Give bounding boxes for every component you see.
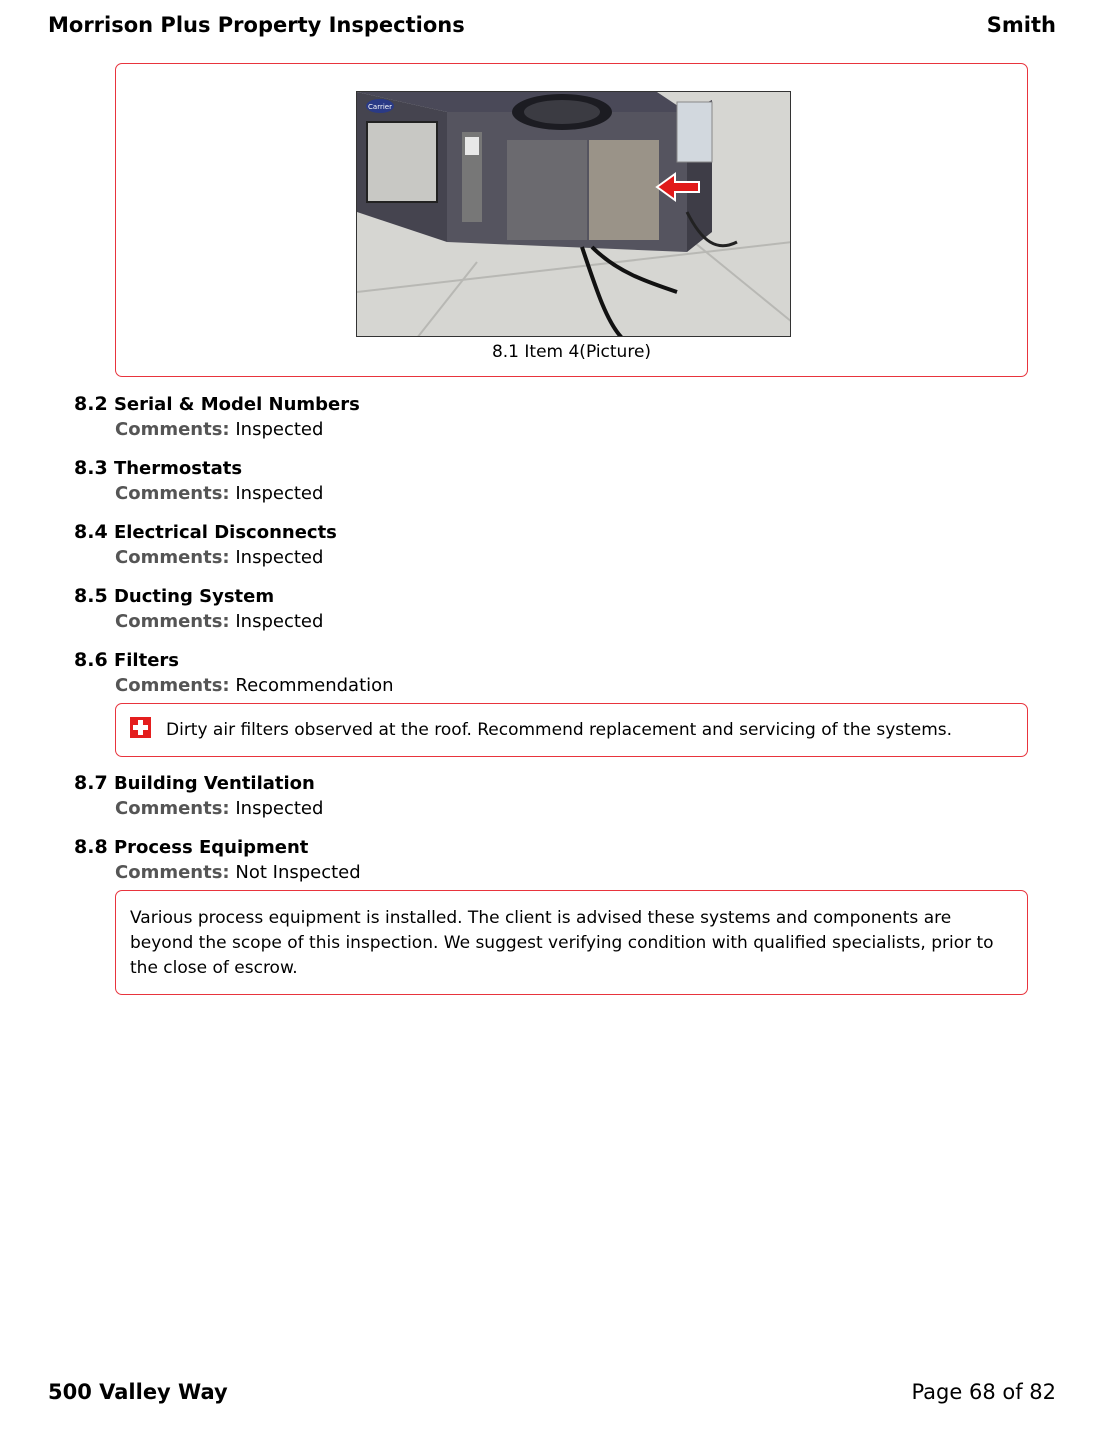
item-number: 8.7 [74,772,108,794]
page-number: Page 68 of 82 [911,1380,1056,1404]
item-title: Building Ventilation [113,773,315,794]
process-equipment-note: Various process equipment is installed. The client is advised these systems and components are beyond the scope of this inspection. We suggest verifying condition with qualified specialists, prior to the close of escrow. [115,890,1028,995]
item-filters [74,649,394,698]
hvac-unit-illustration [357,92,791,337]
photo-caption: 8.1 Item 4(Picture) [491,342,652,362]
comments-label: Comments: [115,483,230,504]
comments-label: Comments: [115,419,230,440]
comment-value: Inspected [235,419,324,440]
comments-label: Comments: [115,547,230,568]
item-number: 8.3 [74,457,108,479]
comments-label: Comments: [115,862,230,883]
property-address: 500 Valley Way [48,1380,228,1404]
item-title: Process Equipment [113,837,309,858]
item-number: 8.2 [74,393,108,415]
item-title: Ducting System [113,586,275,607]
comments-label: Comments: [115,798,230,819]
item-thermostats [74,457,323,506]
report-company-name: Morrison Plus Property Inspections [48,13,465,37]
item-number: 8.6 [74,649,108,671]
item-building-ventilation [74,772,323,821]
item-number: 8.5 [74,585,108,607]
item-process-equipment [74,836,361,885]
report-client-name: Smith [986,13,1056,37]
photo-container [115,63,1028,377]
item-title: Thermostats [113,458,243,479]
comment-value: Inspected [235,547,324,568]
recommendation-box [115,703,1028,757]
svg-text:Carrier: Carrier [368,103,392,111]
comment-value: Inspected [235,611,324,632]
item-number: 8.4 [74,521,108,543]
comments-label: Comments: [115,675,230,696]
red-cross-icon [130,717,151,738]
item-title: Serial & Model Numbers [113,394,360,415]
comments-label: Comments: [115,611,230,632]
comment-value: Inspected [235,798,324,819]
item-number: 8.8 [74,836,108,858]
recommendation-text: Dirty air filters observed at the roof. Recommend replacement and servicing of the systems. [166,720,953,740]
comment-value: Recommendation [235,675,394,696]
comment-value: Not Inspected [235,862,361,883]
hvac-unit-photo[interactable] [356,91,791,337]
item-serial-model-numbers [74,393,360,442]
item-title: Electrical Disconnects [113,522,337,543]
item-electrical-disconnects [74,521,337,570]
item-ducting-system [74,585,323,634]
comment-value: Inspected [235,483,324,504]
item-title: Filters [113,650,179,671]
